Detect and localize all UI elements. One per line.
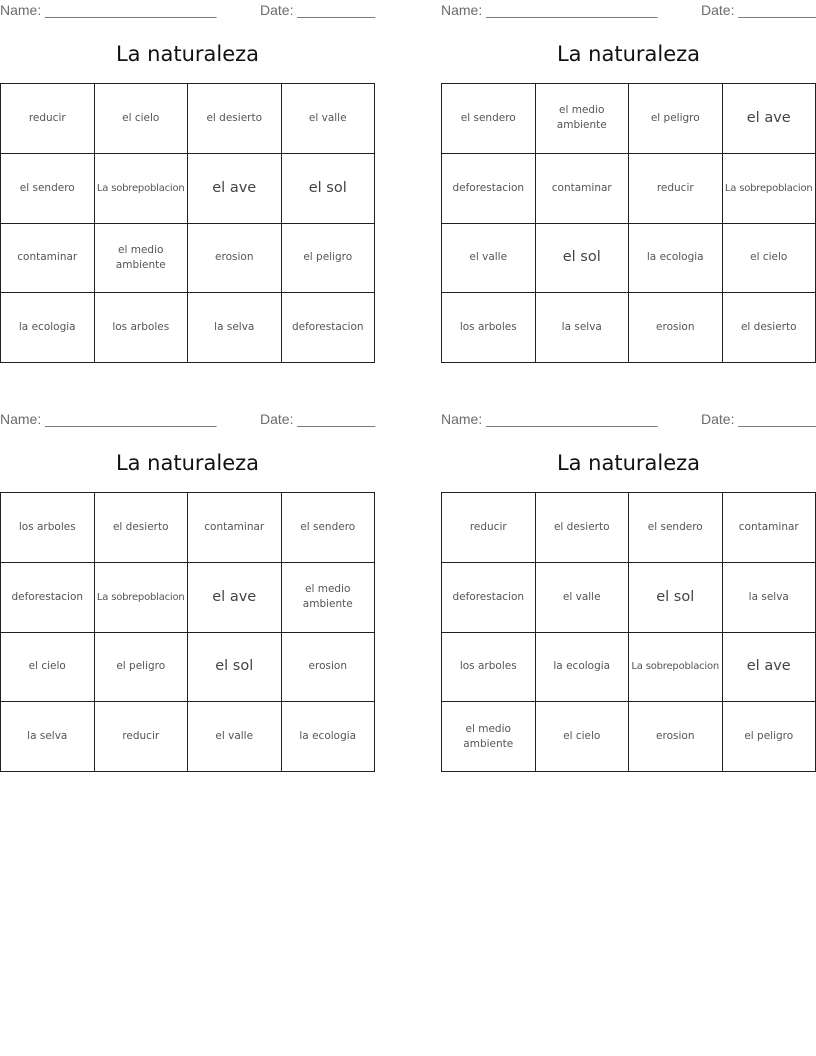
grid-cell: la ecologia	[536, 633, 630, 703]
grid-cell: el desierto	[95, 493, 189, 563]
card-title: La naturaleza	[115, 42, 260, 66]
grid-cell: los arboles	[442, 633, 536, 703]
grid-cell: el medio ambiente	[282, 563, 376, 633]
date-field[interactable]: Date: __________	[701, 2, 816, 18]
grid-cell: reducir	[442, 493, 536, 563]
grid-cell: el desierto	[723, 293, 816, 363]
grid-cell: los arboles	[95, 293, 189, 363]
grid-cell: deforestacion	[282, 293, 376, 363]
name-field[interactable]: Name: ______________________	[0, 2, 217, 18]
grid-cell: el peligro	[723, 702, 816, 772]
grid-cell: erosion	[629, 702, 723, 772]
grid-cell: la selva	[723, 563, 816, 633]
grid-cell: el sol	[188, 633, 282, 703]
grid-cell: la selva	[1, 702, 95, 772]
card-header	[441, 0, 816, 22]
grid-cell: reducir	[1, 84, 95, 154]
bingo-grid	[0, 83, 375, 363]
grid-cell: el peligro	[95, 633, 189, 703]
grid-cell: el sol	[536, 224, 630, 294]
grid-cell: erosion	[188, 224, 282, 294]
grid-cell: la selva	[536, 293, 630, 363]
card-title: La naturaleza	[556, 42, 701, 66]
grid-cell: deforestacion	[442, 154, 536, 224]
grid-cell: el ave	[188, 154, 282, 224]
grid-cell: el valle	[536, 563, 630, 633]
grid-cell: el cielo	[95, 84, 189, 154]
grid-cell: la ecologia	[282, 702, 376, 772]
grid-cell: el desierto	[188, 84, 282, 154]
grid-cell: el cielo	[536, 702, 630, 772]
date-field[interactable]: Date: __________	[701, 411, 816, 427]
bingo-grid	[0, 492, 375, 772]
grid-cell: reducir	[95, 702, 189, 772]
bingo-card-1	[0, 0, 375, 364]
name-field[interactable]: Name: ______________________	[0, 411, 217, 427]
grid-cell: La sobrepoblacion	[629, 633, 723, 703]
bingo-card-3	[0, 409, 375, 773]
grid-cell: el valle	[442, 224, 536, 294]
grid-cell: el valle	[282, 84, 376, 154]
grid-cell: el medio ambiente	[536, 84, 630, 154]
date-field[interactable]: Date: __________	[260, 411, 376, 427]
bingo-card-2	[441, 0, 816, 364]
grid-cell: La sobrepoblacion	[95, 154, 189, 224]
grid-cell: erosion	[282, 633, 376, 703]
grid-cell: el cielo	[1, 633, 95, 703]
grid-cell: la ecologia	[1, 293, 95, 363]
grid-cell: deforestacion	[1, 563, 95, 633]
grid-cell: contaminar	[188, 493, 282, 563]
grid-cell: contaminar	[723, 493, 816, 563]
grid-cell: el ave	[723, 633, 816, 703]
grid-cell: el cielo	[723, 224, 816, 294]
grid-cell: erosion	[629, 293, 723, 363]
grid-cell: el sol	[282, 154, 376, 224]
grid-cell: contaminar	[536, 154, 630, 224]
grid-cell: la ecologia	[629, 224, 723, 294]
grid-cell: el sendero	[629, 493, 723, 563]
grid-cell: la selva	[188, 293, 282, 363]
grid-cell: el sol	[629, 563, 723, 633]
bingo-card-4	[441, 409, 816, 773]
bingo-grid	[441, 83, 816, 363]
grid-cell: el sendero	[1, 154, 95, 224]
grid-cell: reducir	[629, 154, 723, 224]
grid-cell: el ave	[723, 84, 816, 154]
grid-cell: el sendero	[442, 84, 536, 154]
grid-cell: el peligro	[629, 84, 723, 154]
bingo-grid	[441, 492, 816, 772]
grid-cell: los arboles	[1, 493, 95, 563]
card-header	[0, 409, 375, 431]
card-header	[0, 0, 375, 22]
card-title: La naturaleza	[115, 451, 260, 475]
grid-cell: el peligro	[282, 224, 376, 294]
date-field[interactable]: Date: __________	[260, 2, 376, 18]
name-field[interactable]: Name: ______________________	[441, 411, 658, 427]
grid-cell: La sobrepoblacion	[95, 563, 189, 633]
grid-cell: contaminar	[1, 224, 95, 294]
grid-cell: el ave	[188, 563, 282, 633]
grid-cell: los arboles	[442, 293, 536, 363]
grid-cell: el sendero	[282, 493, 376, 563]
grid-cell: deforestacion	[442, 563, 536, 633]
grid-cell: La sobrepoblacion	[723, 154, 816, 224]
card-header	[441, 409, 816, 431]
grid-cell: el medio ambiente	[442, 702, 536, 772]
grid-cell: el valle	[188, 702, 282, 772]
name-field[interactable]: Name: ______________________	[441, 2, 658, 18]
grid-cell: el desierto	[536, 493, 630, 563]
card-title: La naturaleza	[556, 451, 701, 475]
grid-cell: el medio ambiente	[95, 224, 189, 294]
